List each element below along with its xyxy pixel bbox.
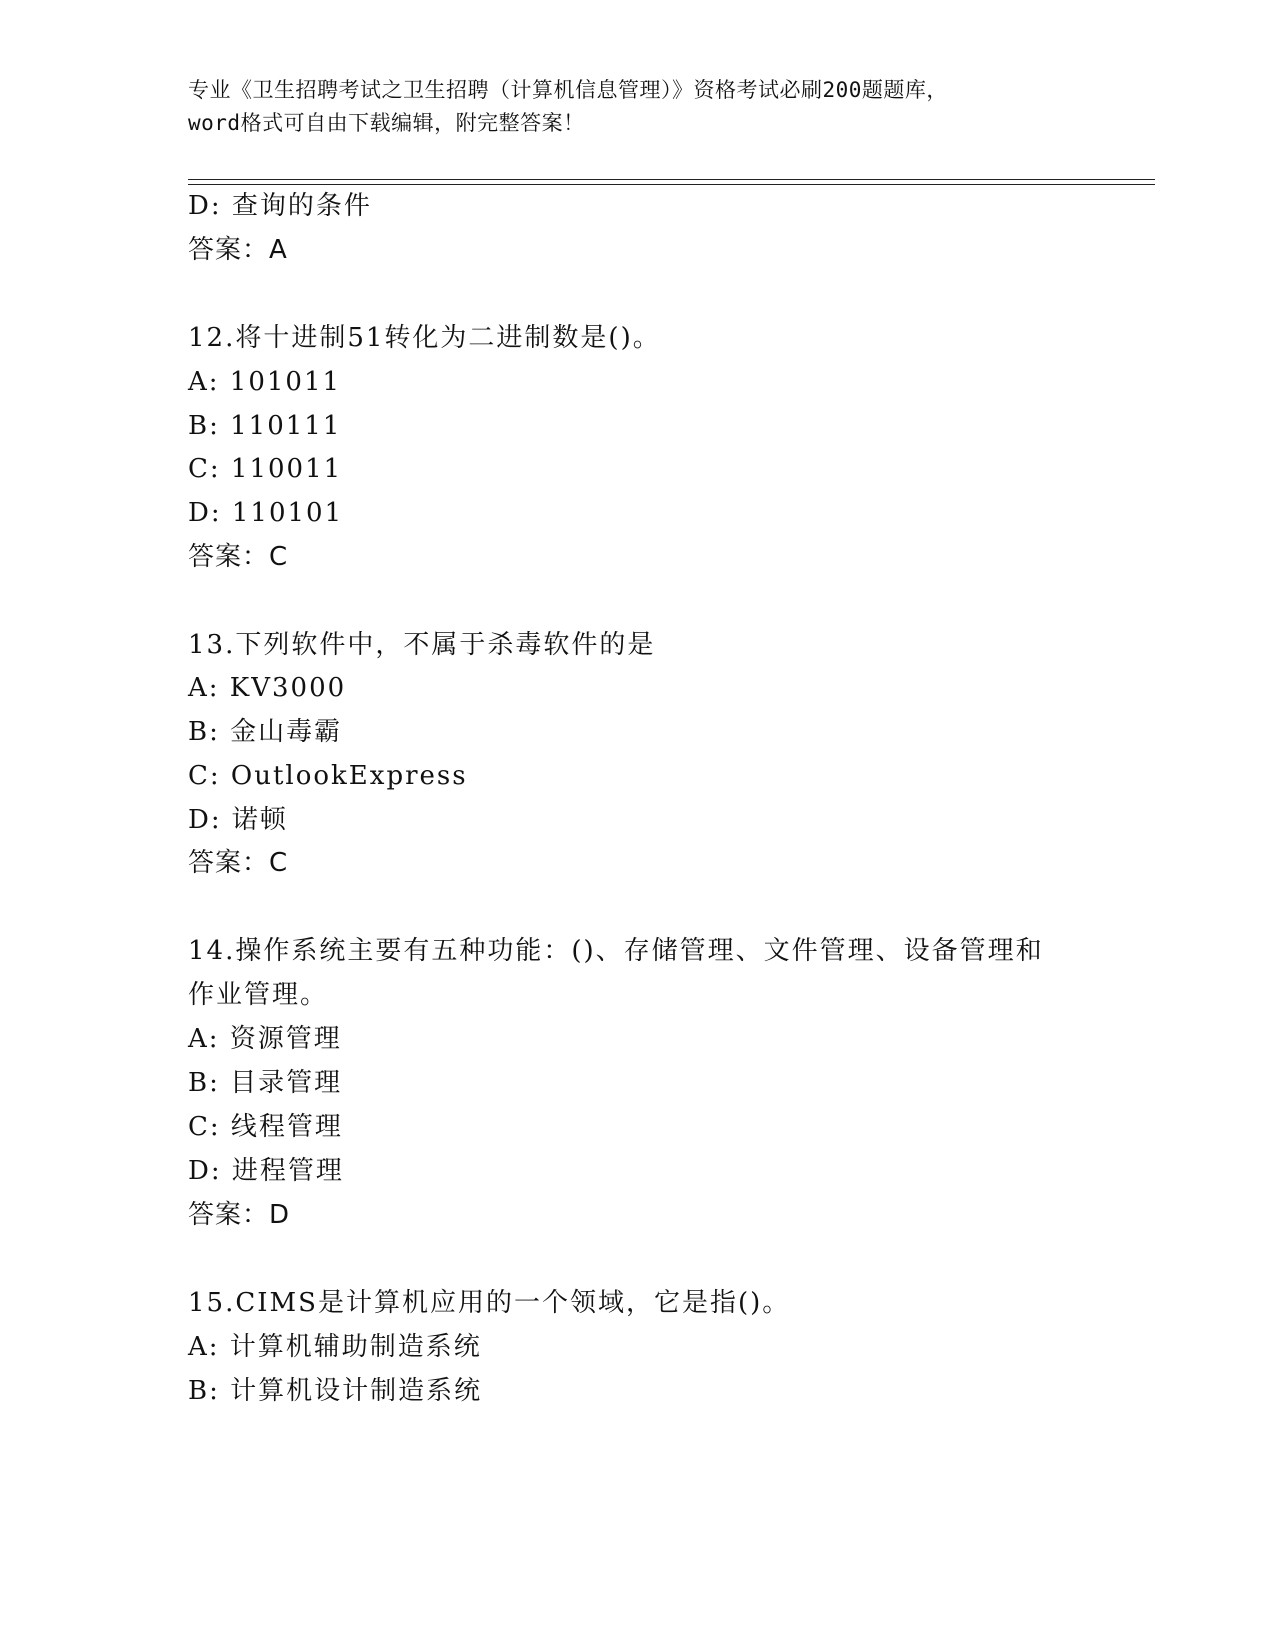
q15-option-a: A: 计算机辅助制造系统	[188, 1332, 482, 1362]
q14-option-d: D: 进程管理	[188, 1156, 344, 1186]
q11-option-d: D: 查询的条件	[188, 191, 372, 221]
q12-option-a: A: 101011	[188, 367, 342, 397]
q14-option-b: B: 目录管理	[188, 1068, 343, 1098]
q13-option-d: D: 诺顿	[188, 805, 288, 835]
q12-answer: 答案：C	[188, 542, 289, 572]
q15-option-b: B: 计算机设计制造系统	[188, 1376, 483, 1406]
q15-question: 15.CIMS是计算机应用的一个领域，它是指()。	[188, 1288, 791, 1318]
header-title-line-1: 专业《卫生招聘考试之卫生招聘（计算机信息管理）》资格考试必刷200题题库，	[188, 78, 948, 102]
header-divider-bottom	[188, 184, 1155, 185]
q12-option-d: D: 110101	[188, 498, 344, 528]
header-divider-top	[188, 179, 1155, 180]
q13-question: 13.下列软件中，不属于杀毒软件的是	[188, 630, 656, 660]
q14-option-c: C: 线程管理	[188, 1112, 343, 1142]
q11-answer: 答案：A	[188, 235, 288, 265]
q13-option-b: B: 金山毒霸	[188, 717, 343, 747]
q14-question-line-2: 作业管理。	[188, 980, 329, 1010]
q12-question: 12.将十进制51转化为二进制数是()。	[188, 323, 661, 353]
q14-option-a: A: 资源管理	[188, 1024, 342, 1054]
q12-option-b: B: 110111	[188, 411, 342, 441]
q12-option-c: C: 110011	[188, 454, 343, 484]
document-header	[188, 74, 1088, 140]
q13-option-c: C: OutlookExpress	[188, 761, 468, 791]
q14-question-line-1: 14.操作系统主要有五种功能：()、存储管理、文件管理、设备管理和	[188, 936, 1044, 966]
header-title-line-2: word格式可自由下载编辑，附完整答案！	[188, 111, 585, 135]
q13-answer: 答案：C	[188, 848, 289, 878]
q13-option-a: A: KV3000	[188, 673, 347, 703]
q14-answer: 答案：D	[188, 1200, 291, 1230]
